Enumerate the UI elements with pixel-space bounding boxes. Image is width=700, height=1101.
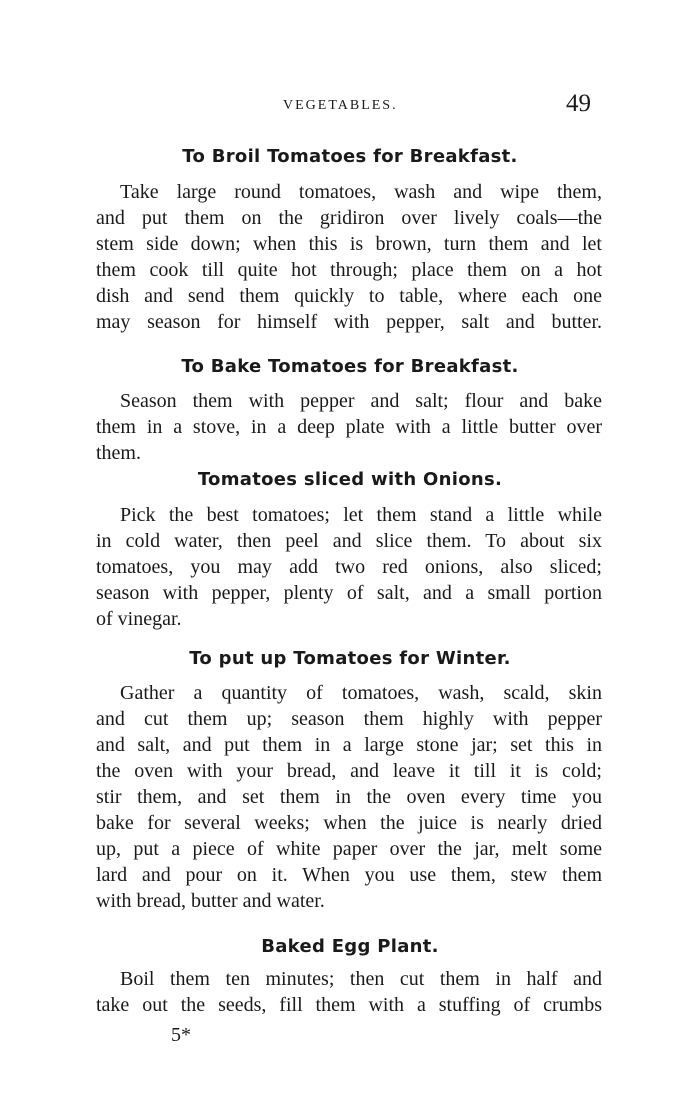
section-body-tomatoes-onions xyxy=(96,502,602,632)
text-line: them. xyxy=(96,442,141,464)
section-heading-bake-tomatoes: To Bake Tomatoes for Breakfast. xyxy=(181,356,519,377)
text-line: with bread, butter and water. xyxy=(96,890,325,912)
text-line: lard and pour on it. When you use them, stew them xyxy=(96,864,602,886)
text-line: Gather a quantity of tomatoes, wash, scald, skin xyxy=(120,682,602,704)
text-line: stir them, and set them in the oven every time you xyxy=(96,786,602,808)
text-line: may season for himself with pepper, salt and butter. xyxy=(96,311,602,333)
text-line: and cut them up; season them highly with pepper xyxy=(96,708,602,730)
running-title: VEGETABLES. xyxy=(283,98,398,113)
text-line: Take large round tomatoes, wash and wipe them, xyxy=(120,181,602,203)
section-heading-broil-tomatoes: To Broil Tomatoes for Breakfast. xyxy=(182,146,518,167)
text-line: bake for several weeks; when the juice is nearly dried xyxy=(96,812,602,834)
section-body-baked-egg-plant xyxy=(96,966,602,1018)
signature-mark: 5* xyxy=(171,1024,191,1046)
text-line: and put them on the gridiron over lively coals—the xyxy=(96,207,602,229)
text-line: them cook till quite hot through; place them on a hot xyxy=(96,259,602,281)
page-number: 49 xyxy=(566,90,591,117)
section-body-tomatoes-winter xyxy=(96,680,602,914)
section-body-bake-tomatoes xyxy=(96,388,602,466)
section-heading-tomatoes-winter: To put up Tomatoes for Winter. xyxy=(189,648,511,669)
text-line: stem side down; when this is brown, turn them and let xyxy=(96,233,602,255)
text-line: in cold water, then peel and slice them. To about six xyxy=(96,530,602,552)
text-line: dish and send them quickly to table, where each one xyxy=(96,285,602,307)
text-line: take out the seeds, fill them with a stuffing of crumbs xyxy=(96,994,602,1016)
text-line: and salt, and put them in a large stone jar; set this in xyxy=(96,734,602,756)
text-line: Season them with pepper and salt; flour and bake xyxy=(120,390,602,412)
text-line: up, put a piece of white paper over the jar, melt some xyxy=(96,838,602,860)
section-body-broil-tomatoes xyxy=(96,179,602,335)
text-line: the oven with your bread, and leave it till it is cold; xyxy=(96,760,602,782)
text-line: Pick the best tomatoes; let them stand a little while xyxy=(120,504,602,526)
running-head xyxy=(0,90,700,120)
text-line: season with pepper, plenty of salt, and a small portion xyxy=(96,582,602,604)
text-line: Boil them ten minutes; then cut them in half and xyxy=(120,968,602,990)
section-heading-baked-egg-plant: Baked Egg Plant. xyxy=(261,936,439,957)
section-heading-tomatoes-onions: Tomatoes sliced with Onions. xyxy=(197,469,503,490)
text-line: them in a stove, in a deep plate with a little butter over xyxy=(96,416,602,438)
text-line: of vinegar. xyxy=(96,608,182,630)
text-line: tomatoes, you may add two red onions, also sliced; xyxy=(96,556,602,578)
